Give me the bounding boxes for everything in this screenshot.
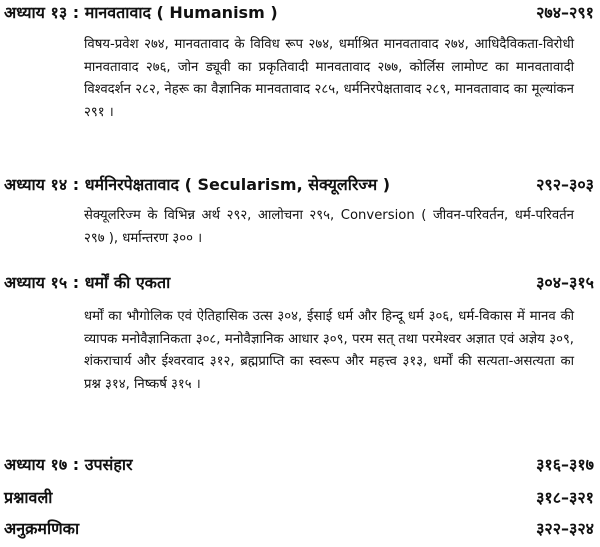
chapter-13-page-range: २७४–२९१ xyxy=(536,3,594,22)
toc-entry-chapter-13 xyxy=(0,0,600,26)
chapter-14-contents: सेक्यूलरिज्म के विभिन्न अर्थ २९२, आलोचना २९५, Conversion ( जीवन-परिवर्तन, धर्म-परिवर्तन २९७ ), धर्मान्तरण ३०० । xyxy=(84,208,574,246)
toc-entry-chapter-15 xyxy=(0,270,600,296)
toc-entry-index xyxy=(0,516,600,542)
toc-entry-questionnaire xyxy=(0,485,600,511)
chapter-13-contents: विषय-प्रवेश २७४, मानवतावाद के विविध रूप २७४, धर्माश्रित मानवतावाद २७४, आधिदैविकता-विरोधी मानवतावाद २७६, जोन ड्यूवी का प्रकृतिवादी मानवतावाद २७७, कोर्लिस लामोण्ट का मानवतावादी विश्वदर्शन २८२, नेहरू का वैज्ञानिक मानवतावाद २८५, धर्मनिरपेक्षतावाद २८९, मानवतावाद का मूल्यांकन २९१ । xyxy=(84,37,574,120)
toc-entry-chapter-17 xyxy=(0,452,600,478)
chapter-15-page-range: ३०४–३१५ xyxy=(536,273,594,292)
chapter-14-page-range: २९२–३०३ xyxy=(536,175,594,194)
index-heading: अनुक्रमणिका xyxy=(4,519,80,538)
chapter-14-heading: अध्याय १४ : धर्मनिरपेक्षतावाद ( Secularism, सेक्यूलरिज्म ) xyxy=(4,175,391,194)
chapter-13-heading: अध्याय १३ : मानवतावाद ( Humanism ) xyxy=(4,3,278,22)
chapter-15-heading: अध्याय १५ : धर्मों की एकता xyxy=(4,273,171,292)
questionnaire-heading: प्रश्नावली xyxy=(4,488,53,507)
index-page-range: ३२२–३२४ xyxy=(536,519,594,538)
chapter-17-page-range: ३१६–३१७ xyxy=(536,455,594,474)
chapter-17-heading: अध्याय १७ : उपसंहार xyxy=(4,455,133,474)
toc-entry-chapter-14 xyxy=(0,172,600,198)
questionnaire-page-range: ३१८–३२१ xyxy=(536,488,594,507)
chapter-15-contents: धर्मों का भौगोलिक एवं ऐतिहासिक उत्स ३०४, ईसाई धर्म और हिन्दू धर्म ३०६, धर्म-विकास में मानव की व्यापक मनोवैज्ञानिकता ३०८, मनोवैज्ञानिक आधार ३०९, परम सत् तथा परमेश्वर अज्ञात एवं अज्ञेय ३०९, शंकराचार्य और ईश्वरवाद ३१२, ब्रह्मप्राप्ति का स्वरूप और महत्त्व ३१३, धर्मों की सत्यता-असत्यता का प्रश्न ३१४, निष्कर्ष ३१५ । xyxy=(84,309,574,392)
